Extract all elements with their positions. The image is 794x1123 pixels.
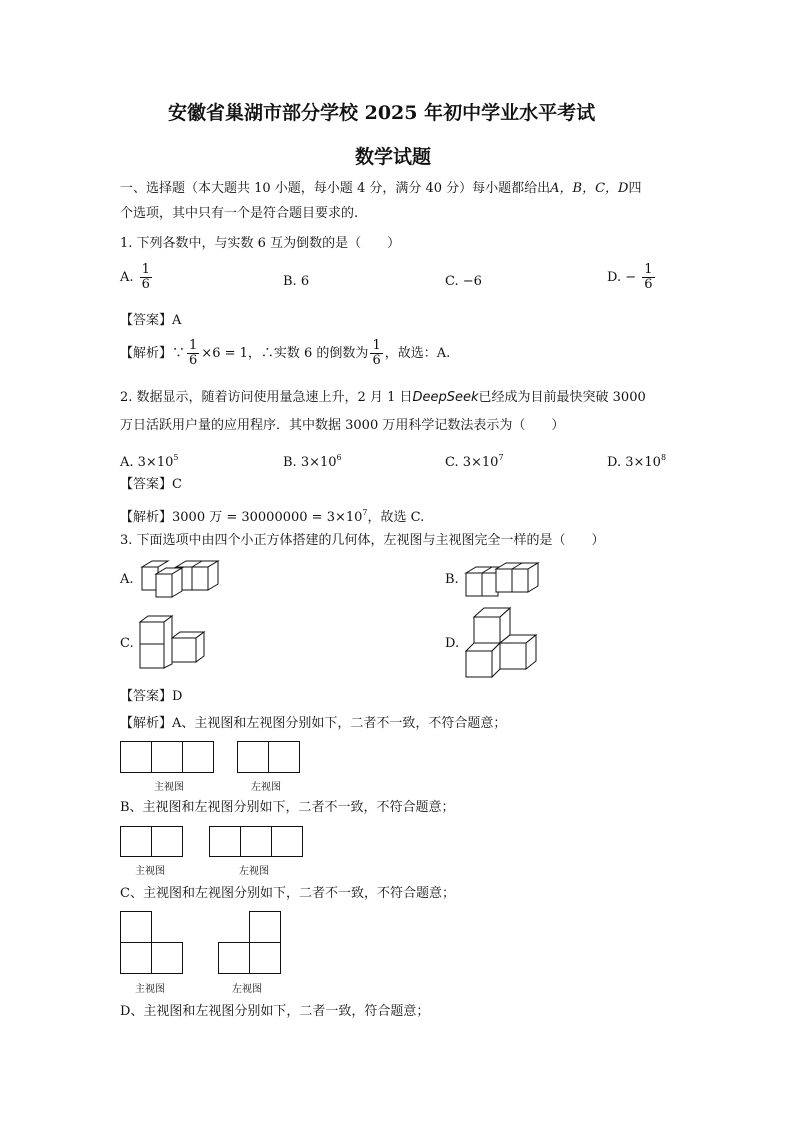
fraction: $\frac{1}{6}$ xyxy=(372,338,381,368)
left-view-label: 左视图 xyxy=(251,782,281,793)
q3-option-c-label: C. xyxy=(120,636,134,651)
q3-c-left-view xyxy=(218,911,282,975)
page-subtitle: 数学试题 xyxy=(355,146,432,168)
section-intro-line1: 一、选择题（本大题共 10 小题，每小题 4 分，满分 40 分）每小题都给出A，B，C，D四 xyxy=(120,181,642,196)
q2-option-a: A. $3\times 10^5$ xyxy=(120,453,179,470)
q1-answer: 【答案】A xyxy=(120,313,182,328)
q3-option-c-figure xyxy=(138,612,208,670)
front-view-label: 主视图 xyxy=(135,984,165,995)
q2-stem-line2: 万日活跃用户量的应用程序．其中数据 3000 万用科学记数法表示为（ ） xyxy=(120,418,565,433)
q3-analysis-c: C、主视图和左视图分别如下，二者不一致，不符合题意； xyxy=(120,886,455,901)
q3-c-front-view xyxy=(120,911,184,975)
q3-analysis-a: 【解析】A、主视图和左视图分别如下，二者不一致，不符合题意； xyxy=(120,716,507,731)
q3-option-b-label: B. xyxy=(445,572,459,587)
q2-analysis: 【解析】3000 万 = $30000000 = 3\times 10^7$，故选 C. xyxy=(120,508,425,525)
q3-b-left-view xyxy=(209,826,304,858)
q1-option-b: B. 6 xyxy=(283,274,310,289)
q3-option-b-figure xyxy=(464,561,542,599)
q1-option-a: A. $\frac{1}{6}$ xyxy=(120,262,150,292)
fraction: $\frac{1}{6}$ xyxy=(644,262,653,292)
q3-a-left-view xyxy=(237,741,301,774)
q3-option-d-label: D. xyxy=(445,636,460,651)
q3-answer: 【答案】D xyxy=(120,689,183,704)
q2-answer: 【答案】C xyxy=(120,477,182,492)
q3-analysis-d: D、主视图和左视图分别如下，二者一致，符合题意； xyxy=(120,1004,430,1019)
q3-a-front-view xyxy=(120,741,215,774)
q1-analysis: 【解析】∵ $\frac{1}{6}$ ×6 = 1，∴实数 6 的倒数为 $\frac{1}{6}$ ，故选：A. xyxy=(120,338,451,368)
q1-option-c: C. −6 xyxy=(445,274,482,289)
q2-option-d: D. $3\times 10^8$ xyxy=(607,453,667,470)
q1-option-d: D. − $\frac{1}{6}$ xyxy=(607,262,653,292)
fraction: $\frac{1}{6}$ xyxy=(141,262,150,292)
fraction: $\frac{1}{6}$ xyxy=(189,338,198,368)
q2-option-b: B. $3\times 10^6$ xyxy=(283,453,342,470)
page-title: 安徽省巢湖市部分学校 2025 年初中学业水平考试 xyxy=(168,102,596,124)
section-intro-line2: 个选项，其中只有一个是符合题目要求的. xyxy=(120,206,359,221)
front-view-label: 主视图 xyxy=(154,782,184,793)
q2-option-c: C. $3\times 10^7$ xyxy=(445,453,504,470)
left-view-label: 左视图 xyxy=(232,984,262,995)
q2-stem-line1: 2. 数据显示，随着访问使用量急速上升，2 月 1 日DeepSeek已经成为目前最快突破 3000 xyxy=(120,390,646,405)
q3-option-d-figure xyxy=(462,605,542,680)
q3-b-front-view xyxy=(120,826,184,858)
q3-option-a-label: A. xyxy=(120,572,134,587)
q3-analysis-b: B、主视图和左视图分别如下，二者不一致，不符合题意； xyxy=(120,800,455,815)
q3-option-a-figure xyxy=(138,559,223,601)
left-view-label: 左视图 xyxy=(239,866,269,877)
front-view-label: 主视图 xyxy=(135,866,165,877)
q3-stem: 3. 下面选项中由四个小正方体搭建的几何体，左视图与主视图完全一样的是（ ） xyxy=(120,533,605,548)
q1-stem: 1. 下列各数中，与实数 6 互为倒数的是（ ） xyxy=(120,236,401,251)
